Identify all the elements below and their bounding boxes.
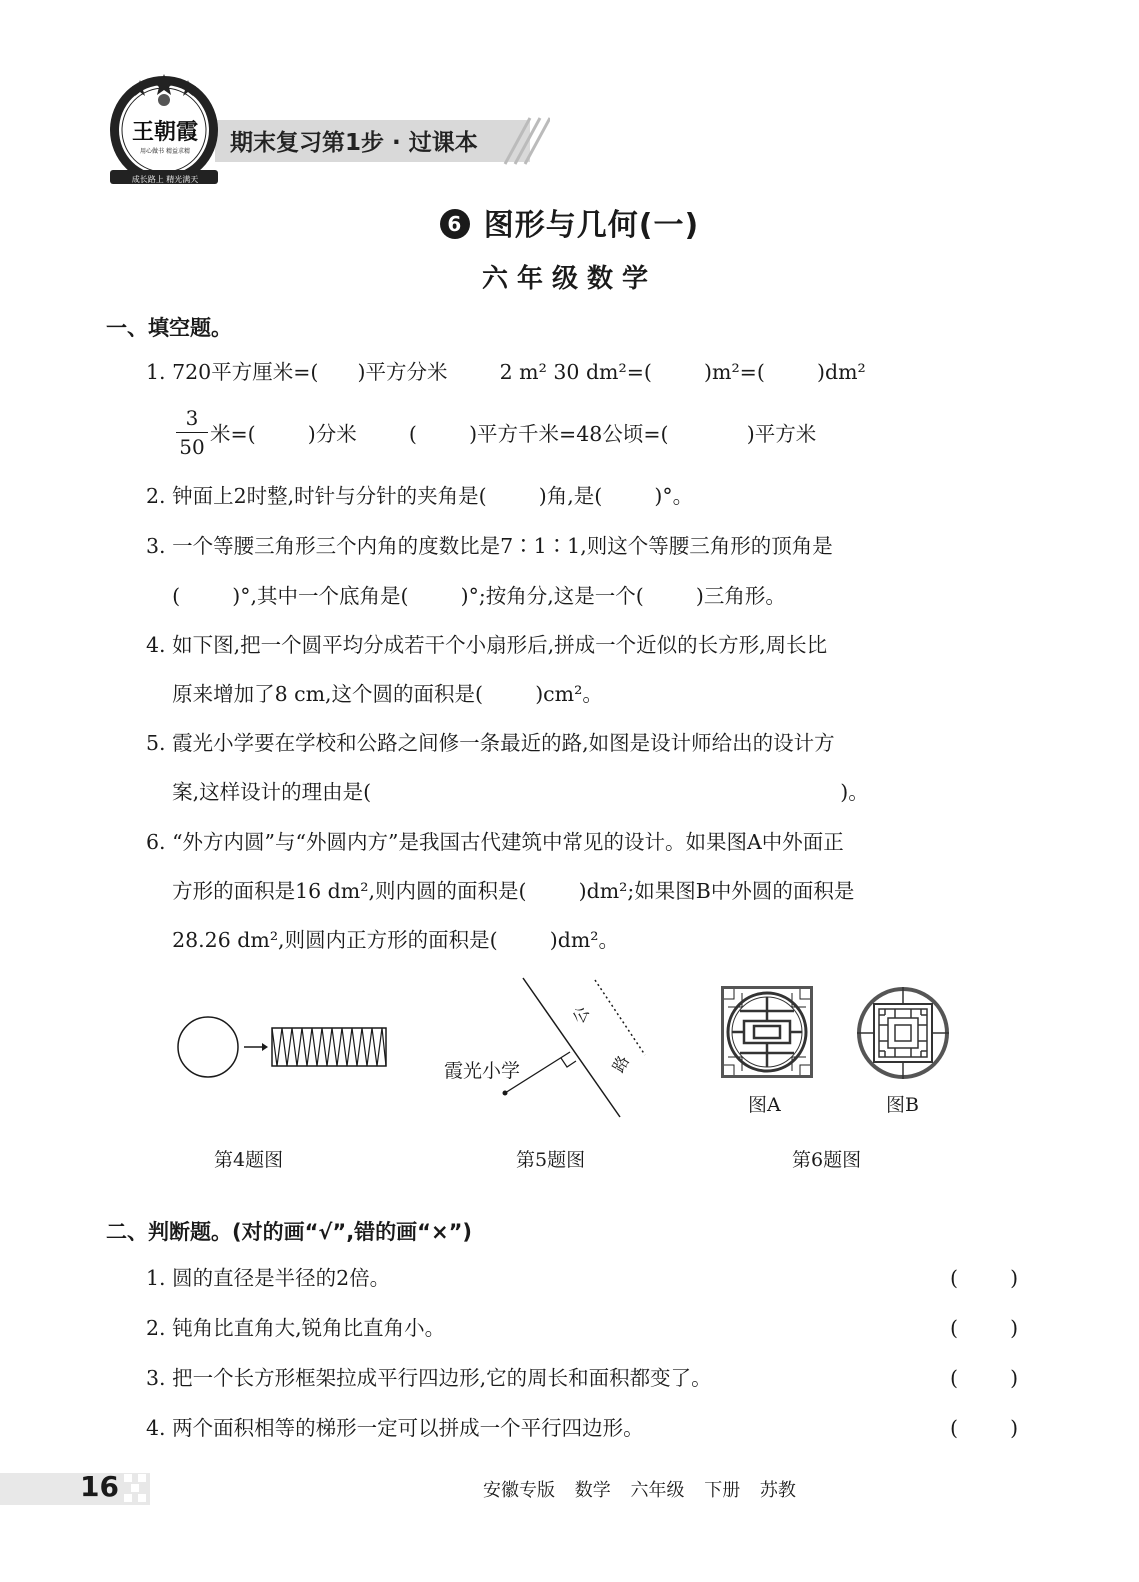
banner-text: 期末复习第1步 · 过课本 [230,130,478,156]
unit-number-badge: 6 [440,209,470,239]
q6-line-3: 28.26 dm²,则圆内正方形的面积是( )dm²。 [146,928,619,952]
q4-line-1: 4. 如下图,把一个圆平均分成若干个小扇形后,拼成一个近似的长方形,周长比 [146,633,828,657]
footer-text: 安徽专版 数学 六年级 下册 苏教 [483,1480,796,1501]
fig-b-label: 图B [886,1094,919,1116]
q6-line-2: 方形的面积是16 dm²,则内圆的面积是( )dm²;如果图B中外圆的面积是 [146,879,855,903]
caption-fig-6: 第6题图 [792,1149,862,1171]
road-label-2: 路 [608,1052,634,1076]
q5-line-1: 5. 霞光小学要在学校和公路之间修一条最近的路,如图是设计师给出的设计方 [146,731,835,755]
unit-title-text: 图形与几何(一) [483,208,700,243]
judge-answer-1: ( ) [950,1266,1019,1290]
logo-ribbon: 成长路上 精光满天 [131,175,199,184]
road-label-1: 公 [568,1003,594,1027]
judge-answer-4: ( ) [950,1416,1019,1440]
page-subtitle: 六年级数学 [481,264,657,294]
judge-answer-2: ( ) [950,1316,1019,1340]
judge-item-2: 2. 钝角比直角大,锐角比直角小。 [146,1316,446,1340]
judge-answer-3: ( ) [950,1366,1019,1390]
fraction-denominator: 50 [179,435,205,459]
fig-a-label: 图A [748,1094,781,1116]
logo-subtext: 用心做书 精益求精 [140,148,190,155]
q1-line-a: 1. 720平方厘米=( )平方分米 2 m² 30 dm²=( )m²=( )dm² [146,360,866,384]
judge-item-1: 1. 圆的直径是半径的2倍。 [146,1266,391,1290]
q3-line-2: ( )°,其中一个底角是( )°;按角分,这是一个( )三角形。 [146,584,786,608]
q4-line-2: 原来增加了8 cm,这个圆的面积是( )cm²。 [146,682,603,706]
judge-item-4: 4. 两个面积相等的梯形一定可以拼成一个平行四边形。 [146,1416,644,1440]
section2-heading: 二、判断题。(对的画“√”,错的画“×”) [106,1220,472,1244]
page-number: 16 [80,1470,119,1503]
q3-line-1: 3. 一个等腰三角形三个内角的度数比是7∶1∶1,则这个等腰三角形的顶角是 [146,534,833,558]
figure-6b-circle-with-square [855,985,951,1081]
figure-6a-square-with-circle [720,985,814,1079]
q1-line-b: 米=( )分米 ( )平方千米=48公顷=( )平方米 [210,422,817,446]
fraction-numerator: 3 [185,406,199,430]
unit-title [0,200,1139,244]
caption-fig-4: 第4题图 [214,1149,284,1171]
logo-name: 王朝霞 [131,119,198,145]
q1-fraction [176,406,208,459]
caption-fig-5: 第5题图 [516,1149,586,1171]
school-label: 霞光小学 [444,1060,521,1082]
q6-line-1: 6. “外方内圆”与“外圆内方”是我国古代建筑中常见的设计。如果图A中外面正 [146,830,844,854]
judge-item-3: 3. 把一个长方形框架拉成平行四边形,它的周长和面积都变了。 [146,1366,712,1390]
section1-heading: 一、填空题。 [106,316,232,340]
q5-line-2: 案,这样设计的理由是( )。 [146,780,869,804]
q2: 2. 钟面上2时整,时针与分针的夹角是( )角,是( )°。 [146,484,694,508]
figure-5-school-road [430,975,660,1120]
figure-4-circle-to-rectangle [170,1010,395,1085]
